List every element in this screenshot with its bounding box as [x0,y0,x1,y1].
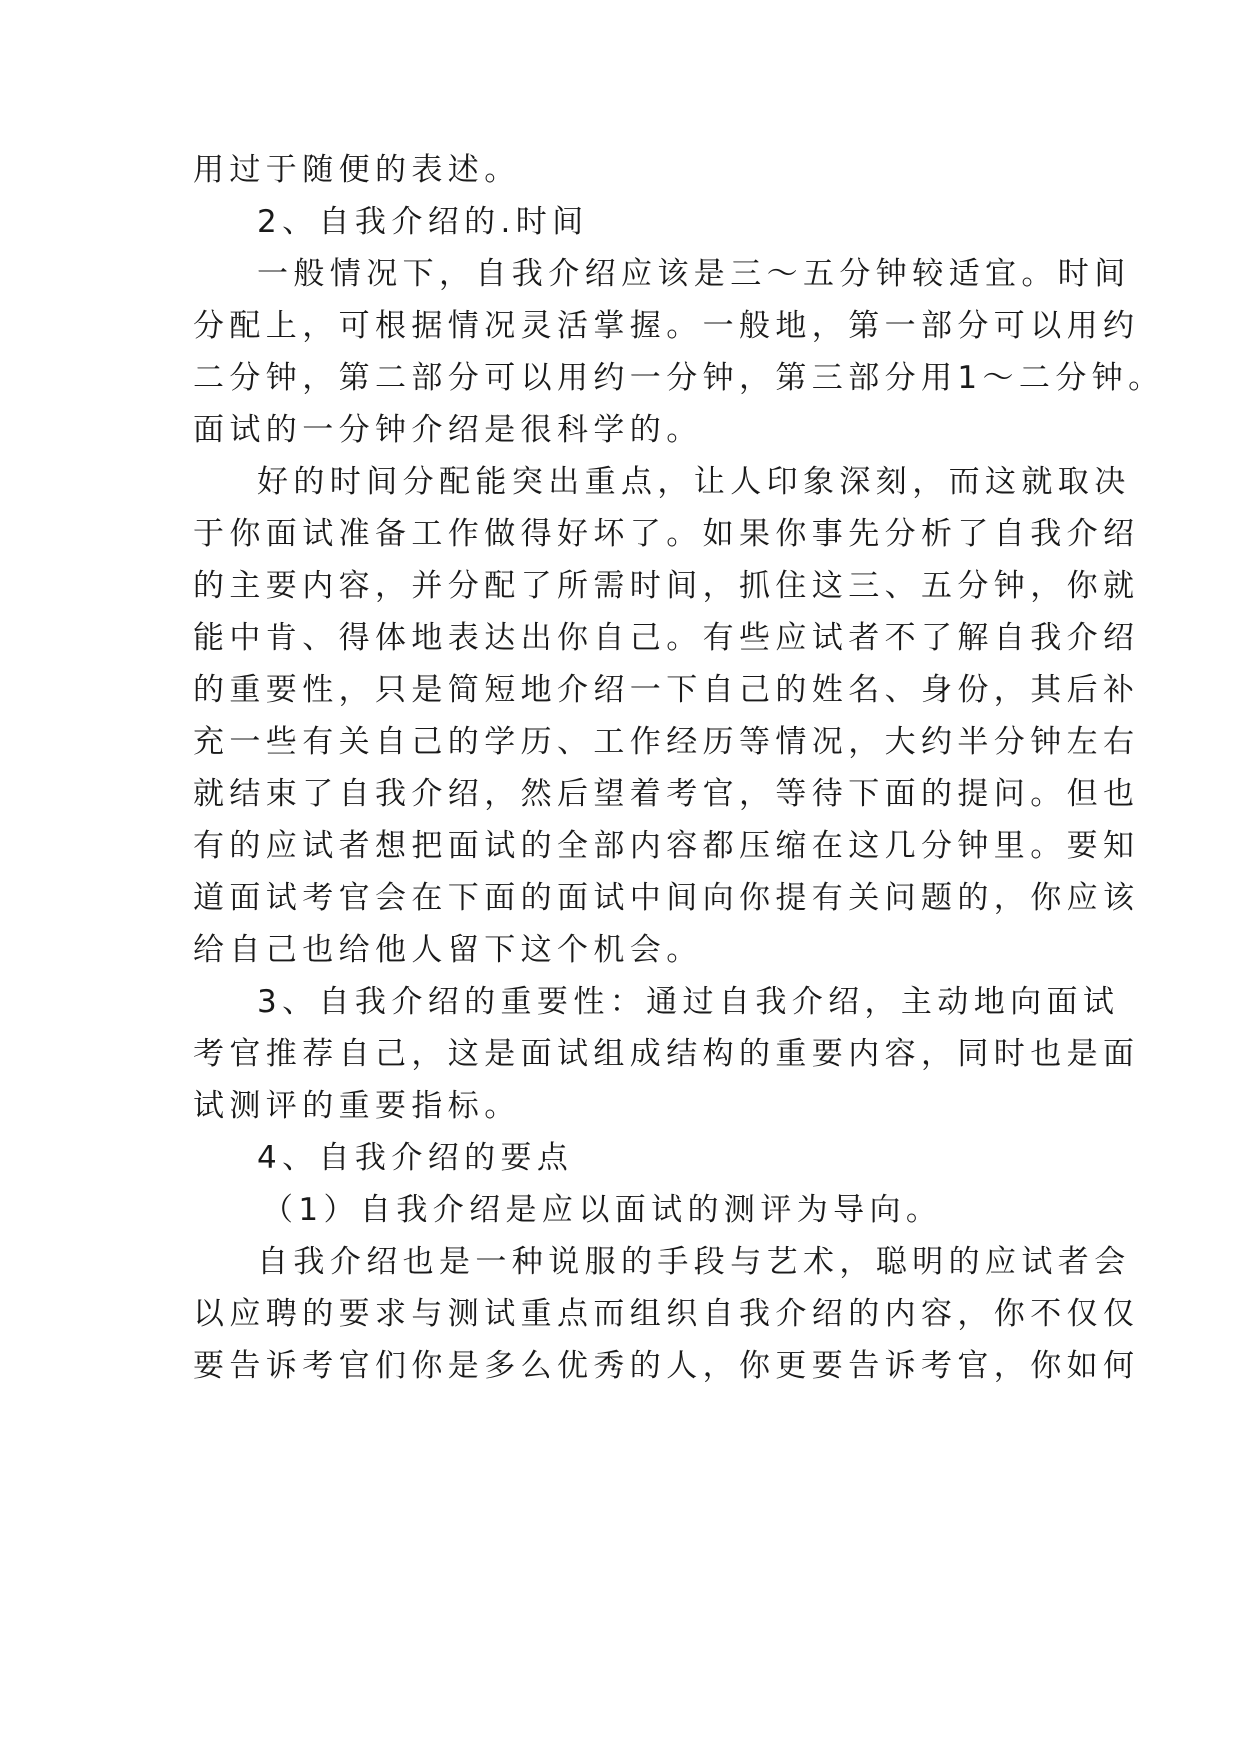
paragraph-line: 分配上，可根据情况灵活掌握。一般地，第一部分可以用约 [193,308,1140,344]
paragraph-line: 就结束了自我介绍，然后望着考官，等待下面的提问。但也 [193,776,1140,812]
paragraph-line: 能中肯、得体地表达出你自己。有些应试者不了解自我介绍 [193,620,1140,656]
paragraph-line: 好的时间分配能突出重点，让人印象深刻，而这就取决 [257,464,1131,500]
paragraph-line: 有的应试者想把面试的全部内容都压缩在这几分钟里。要知 [193,828,1140,864]
paragraph-line: 的主要内容，并分配了所需时间，抓住这三、五分钟，你就 [193,568,1140,604]
paragraph-line: 试测评的重要指标。 [193,1088,521,1124]
paragraph-line: 的重要性，只是简短地介绍一下自己的姓名、身份，其后补 [193,672,1140,708]
paragraph-line: 给自己也给他人留下这个机会。 [193,932,703,968]
paragraph-line: 二分钟，第二部分可以用约一分钟，第三部分用1～二分钟。 [193,360,1165,396]
paragraph-line: 面试的一分钟介绍是很科学的。 [193,412,703,448]
paragraph-line: 以应聘的要求与测试重点而组织自我介绍的内容，你不仅仅 [193,1296,1140,1332]
paragraph-line: 于你面试准备工作做得好坏了。如果你事先分析了自我介绍 [193,516,1140,552]
subsection-heading: （1）自我介绍是应以面试的测评为导向。 [262,1192,943,1228]
section-heading: 3、自我介绍的重要性：通过自我介绍，主动地向面试 [257,984,1120,1020]
paragraph-line: 自我介绍也是一种说服的手段与艺术，聪明的应试者会 [257,1244,1131,1280]
paragraph-line: 考官推荐自己，这是面试组成结构的重要内容，同时也是面 [193,1036,1140,1072]
paragraph-line: 一般情况下，自我介绍应该是三～五分钟较适宜。时间 [257,256,1131,292]
section-heading: 4、自我介绍的要点 [257,1140,574,1176]
paragraph-line: 道面试考官会在下面的面试中间向你提有关问题的，你应该 [193,880,1140,916]
text-line: 用过于随便的表述。 [193,152,521,188]
paragraph-line: 充一些有关自己的学历、工作经历等情况，大约半分钟左右 [193,724,1140,760]
paragraph-line: 要告诉考官们你是多么优秀的人，你更要告诉考官，你如何 [193,1348,1140,1384]
section-heading: 2、自我介绍的.时间 [257,204,589,240]
